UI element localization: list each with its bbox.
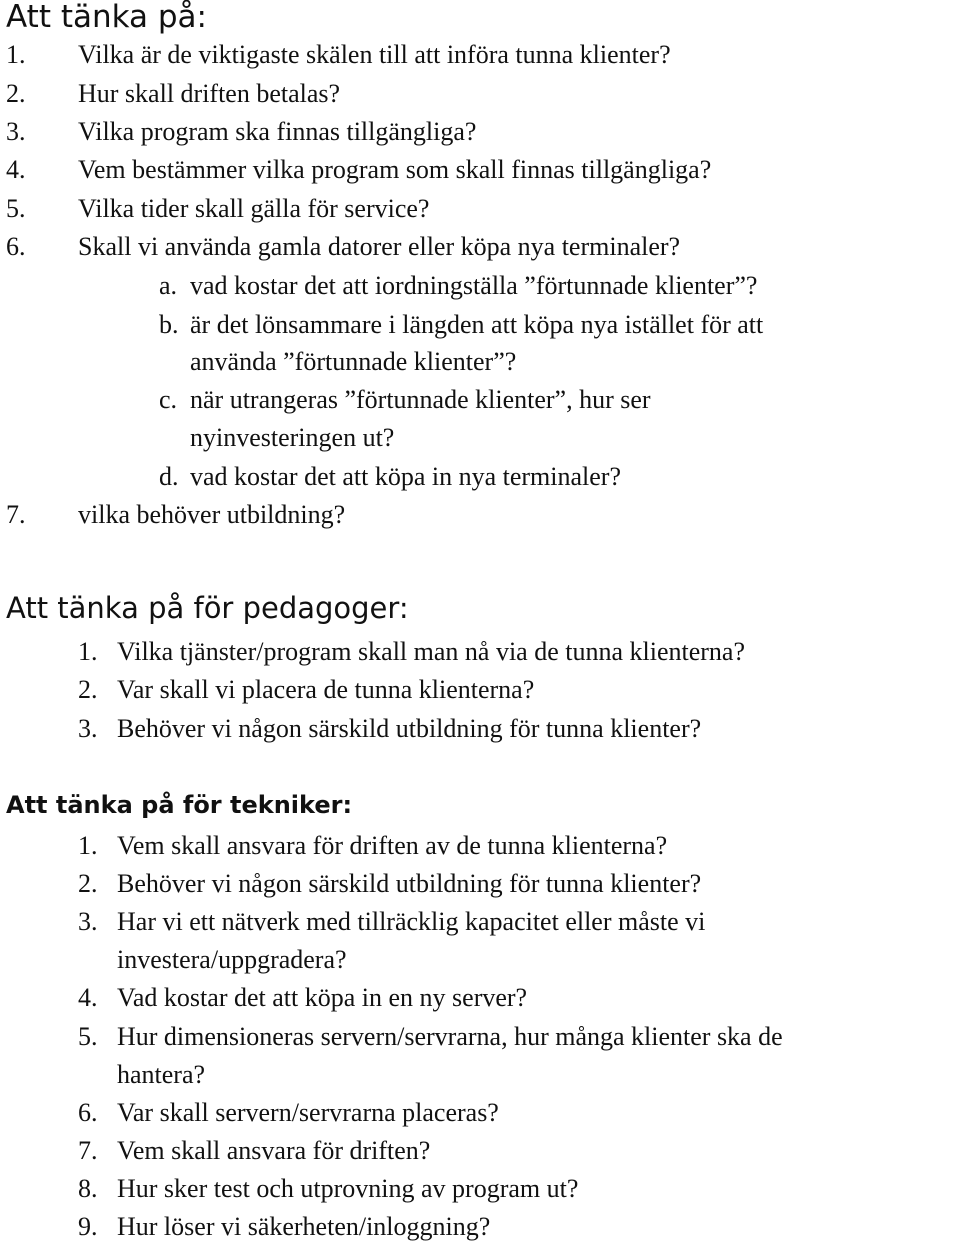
sub-list-letter: b. xyxy=(159,310,179,339)
list-number: 2. xyxy=(78,675,98,704)
list-number: 7. xyxy=(78,1136,98,1165)
list-text: Hur skall driften betalas? xyxy=(78,79,341,108)
list-number: 6. xyxy=(6,232,26,261)
list-text: hantera? xyxy=(117,1060,206,1089)
list-number: 4. xyxy=(78,983,98,1012)
list-text: Har vi ett nätverk med tillräcklig kapacitet eller måste vi xyxy=(117,907,706,936)
list-number: 3. xyxy=(6,117,26,146)
list-number: 9. xyxy=(78,1212,98,1241)
list-text: Behöver vi någon särskild utbildning för tunna klienter? xyxy=(117,714,702,743)
list-number: 2. xyxy=(6,79,26,108)
list-number: 8. xyxy=(78,1174,98,1203)
list-number: 1. xyxy=(6,40,26,69)
list-text: Vad kostar det att köpa in en ny server? xyxy=(117,983,528,1012)
sub-list-text: nyinvesteringen ut? xyxy=(190,423,395,452)
list-text: Hur dimensioneras servern/servrarna, hur många klienter ska de xyxy=(117,1022,783,1051)
sub-list-text: är det lönsammare i längden att köpa nya istället för att xyxy=(190,310,764,339)
list-text: Vilka program ska finnas tillgängliga? xyxy=(78,117,477,146)
list-number: 3. xyxy=(78,907,98,936)
sub-list-letter: c. xyxy=(159,385,178,414)
sub-list-text: vad kostar det att köpa in nya terminaler? xyxy=(190,462,622,491)
list-number: 1. xyxy=(78,637,98,666)
list-text: Skall vi använda gamla datorer eller köpa nya terminaler? xyxy=(78,232,681,261)
section-heading-pedagogues: Att tänka på för pedagoger: xyxy=(6,591,409,625)
sub-list-text: använda ”förtunnade klienter”? xyxy=(190,347,517,376)
sub-list-letter: d. xyxy=(159,462,179,491)
list-number: 4. xyxy=(6,155,26,184)
list-number: 7. xyxy=(6,500,26,529)
list-text: Hur sker test och utprovning av program ut? xyxy=(117,1174,579,1203)
list-number: 3. xyxy=(78,714,98,743)
list-text: Vem skall ansvara för driften? xyxy=(117,1136,431,1165)
list-text: investera/uppgradera? xyxy=(117,945,347,974)
section-heading-technicians: Att tänka på för tekniker: xyxy=(6,791,353,819)
list-text: Vem bestämmer vilka program som skall finnas tillgängliga? xyxy=(78,155,712,184)
sub-list-letter: a. xyxy=(159,271,178,300)
sub-list-text: vad kostar det att iordningställa ”förtunnade klienter”? xyxy=(190,271,758,300)
list-number: 5. xyxy=(6,194,26,223)
sub-list-text: när utrangeras ”förtunnade klienter”, hur ser xyxy=(190,385,651,414)
list-text: Vilka är de viktigaste skälen till att införa tunna klienter? xyxy=(78,40,671,69)
list-text: Behöver vi någon särskild utbildning för tunna klienter? xyxy=(117,869,702,898)
section-heading-main: Att tänka på: xyxy=(6,0,208,35)
list-text: Vilka tider skall gälla för service? xyxy=(78,194,430,223)
list-text: Var skall servern/servrarna placeras? xyxy=(117,1098,499,1127)
list-number: 6. xyxy=(78,1098,98,1127)
list-text: Hur löser vi säkerheten/inloggning? xyxy=(117,1212,491,1241)
list-text: Vilka tjänster/program skall man nå via de tunna klienterna? xyxy=(117,637,745,666)
list-number: 5. xyxy=(78,1022,98,1051)
list-number: 2. xyxy=(78,869,98,898)
list-text: vilka behöver utbildning? xyxy=(78,500,346,529)
list-number: 1. xyxy=(78,831,98,860)
list-text: Vem skall ansvara för driften av de tunna klienterna? xyxy=(117,831,668,860)
list-text: Var skall vi placera de tunna klienterna? xyxy=(117,675,535,704)
